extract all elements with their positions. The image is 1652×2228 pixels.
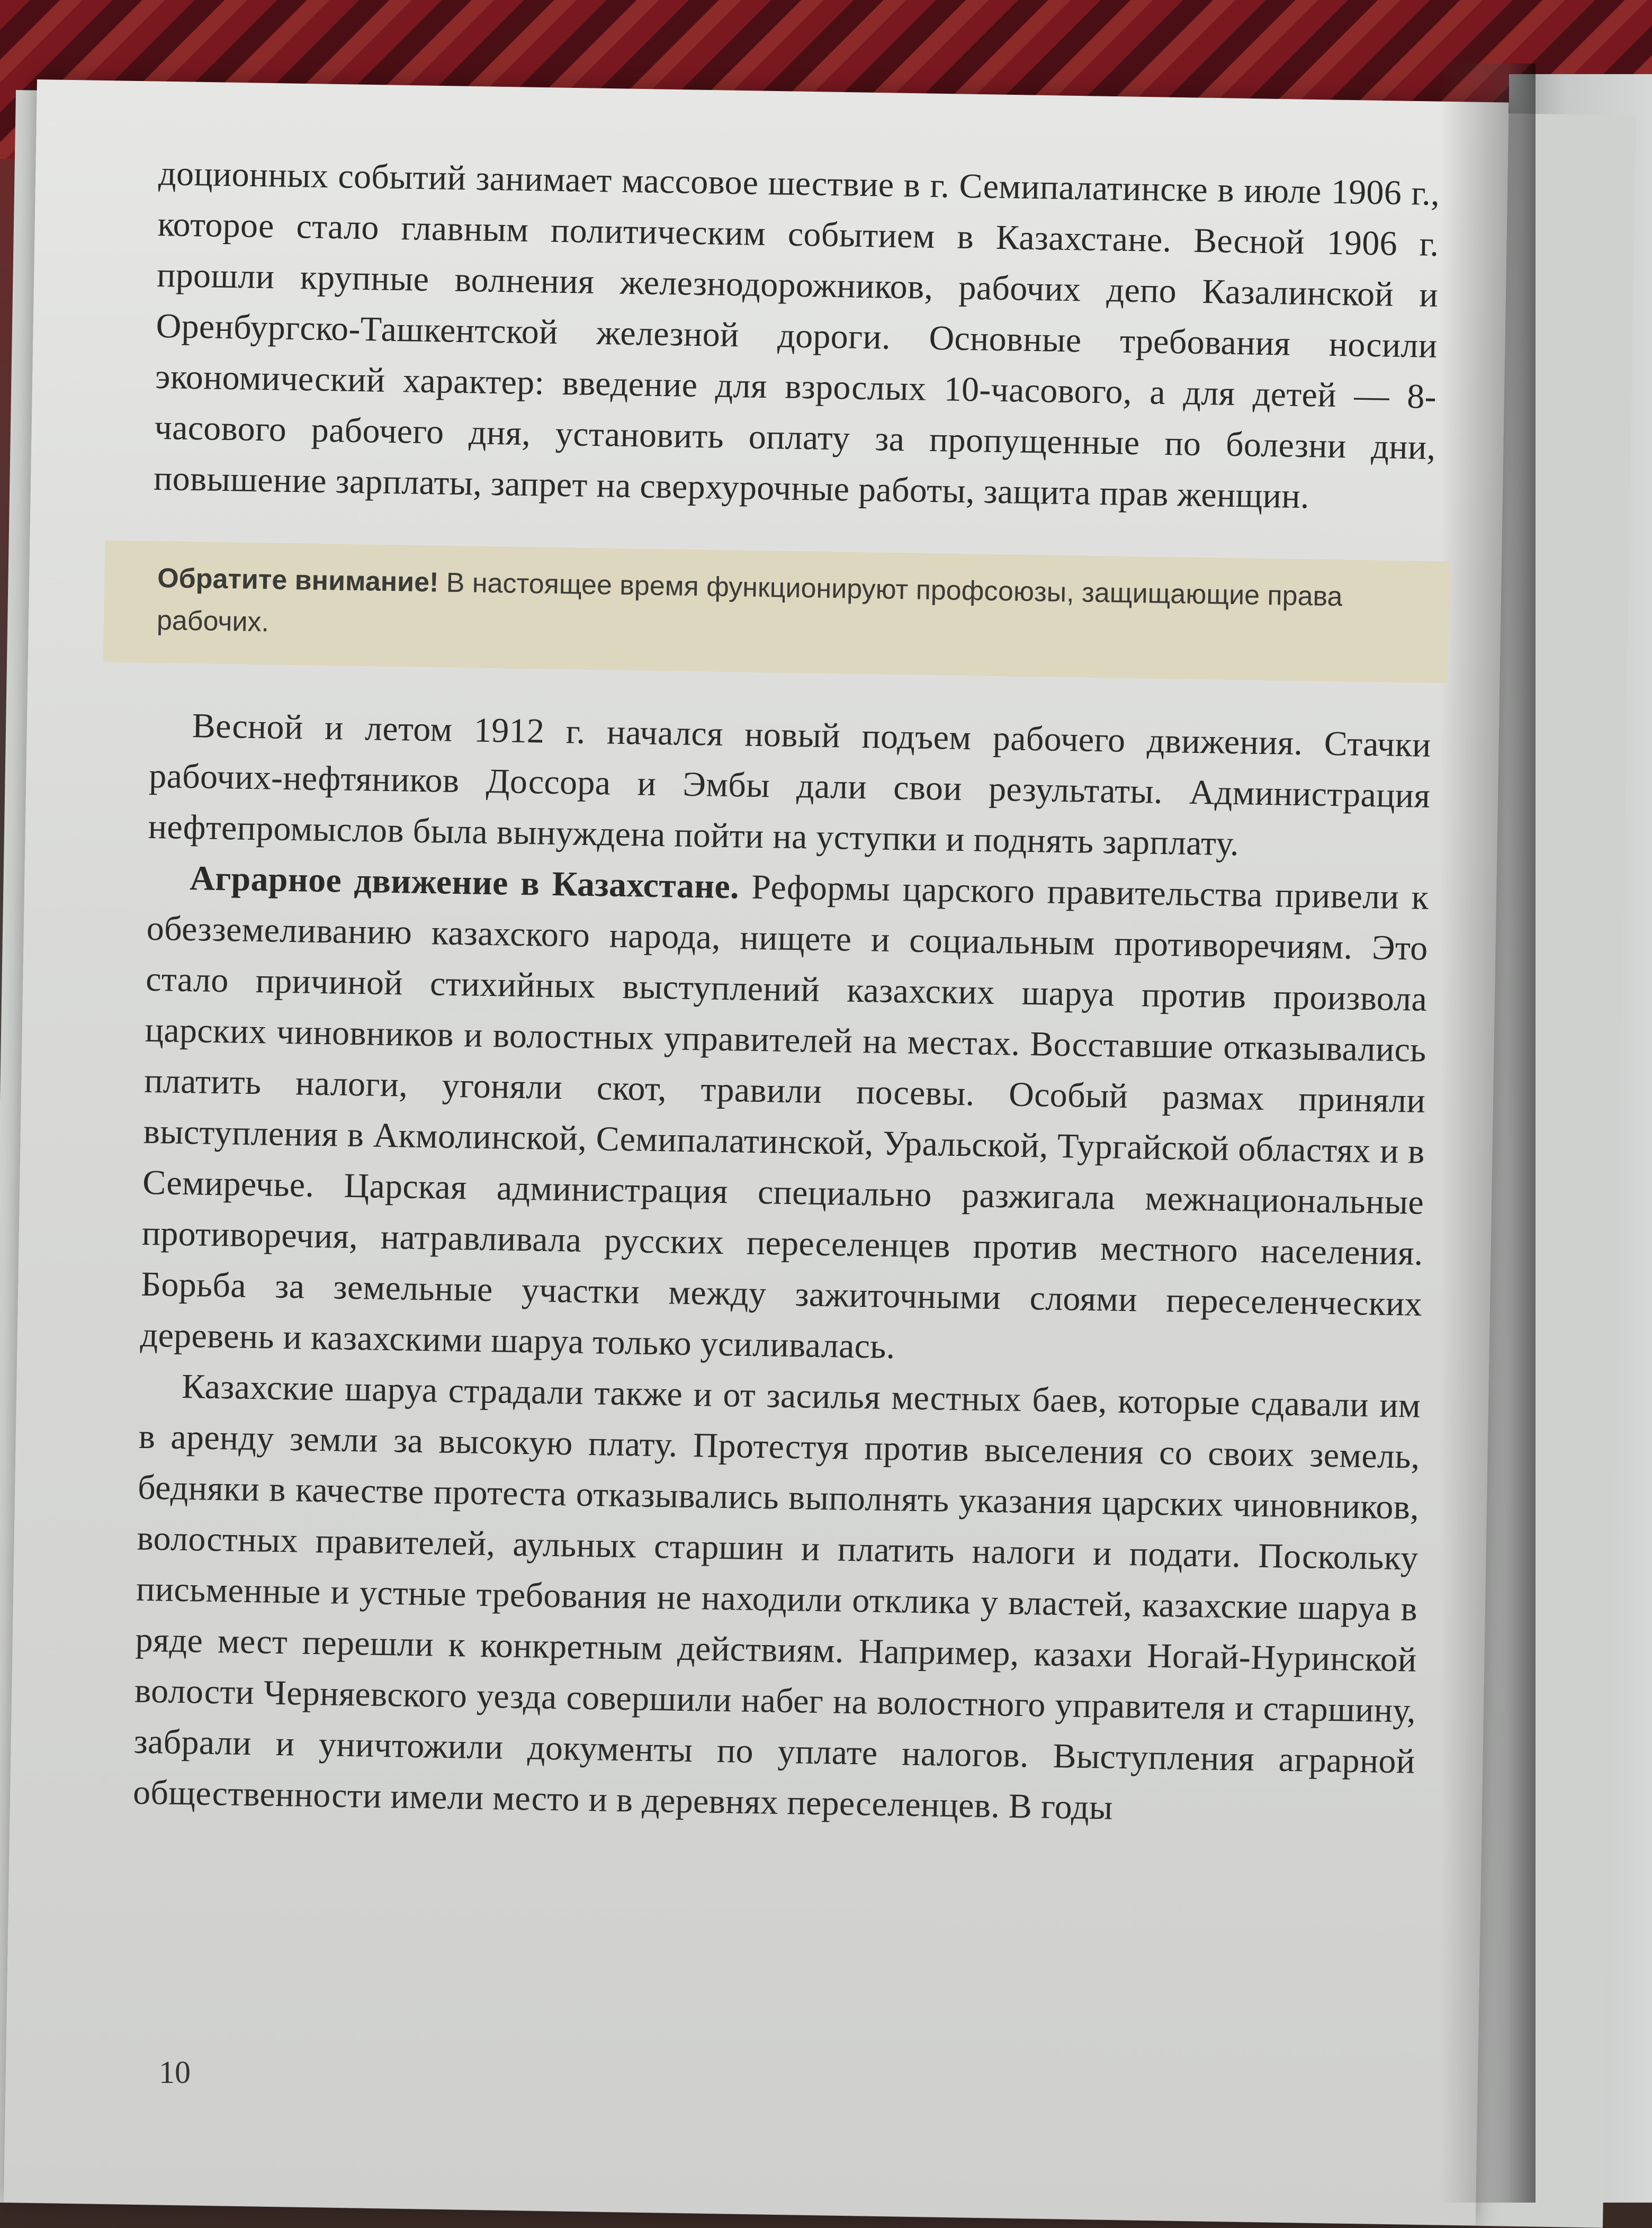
gutter-shadow <box>1440 64 1536 2203</box>
notice-box <box>103 540 1450 683</box>
notice-label: Обратите внимание! <box>157 563 439 598</box>
intro-paragraph: доционных событий занимает массовое шествие в г. Семипалатинске в июле 1906 г., которое стало главным политическим событием в Казахстане. Весной 1906 г. прошли крупные волнения железнодорожников, рабочих депо Казалинской и Оренбургско-Ташкентской железной дороги. Основные требования носили экономический характер: введение для взрослых 10-часового, а для детей — 8-часового рабочего дня, установить оплату за пропущенные по болезни дни, повышение зарплаты, запрет на сверхурочные работы, защита прав женщин. <box>153 154 1440 516</box>
sharua-paragraph: Казахские шаруа страдали также и от засилья местных баев, которые сдавали им в аренду земли за высокую плату. Протестуя против выселения со своих земель, бедняки в качестве протеста отказывались выполнять указания царских чиновников, волостных правителей, аульных старшин и платить налоги и подати. Поскольку письменные и устные требования не находили отклика у властей, казахские шаруа в ряде мест перешли к конкретным действиям. Например, казахи Ногай-Нуринской волости Черняевского уезда совершили набег на волостного управителя и старшину, забрали и уничтожили документы по уплате налогов. Выступления аграрной общественности имели место и в деревнях переселенцев. В годы <box>132 1367 1421 1827</box>
section-heading: Аграрное движение в Казахстане. <box>189 859 740 906</box>
notice-text: В настоящее время функционируют профсоюзы, защищающие права рабочих. <box>156 567 1343 638</box>
agrarian-paragraph <box>140 852 1429 1381</box>
page-text-block <box>132 148 1440 1838</box>
paragraph-1912: Весной и летом 1912 г. начался новый подъем рабочего движения. Стачки рабочих-нефтяников Доссора и Эмбы дали свои результаты. Администрация нефтепромыслов была вынуждена пойти на уступки и поднять зарплату. <box>148 706 1432 864</box>
page-number: 10 <box>159 2055 191 2090</box>
agrarian-text: Реформы царского правительства привели к обезземеливанию казахского народа, нищете и социальным противоречиям. Это стало причиной стихийных выступлений казахских шаруа против произвола царских чиновников и волостных управителей на местах. Восставшие отказывались платить налоги, угоняли скот, травили посевы. Особый размах приняли выступления в Акмолинской, Семипалатинской, Уральской, Тургайской областях и в Семиречье. Царская администрация специально разжигала межнациональные противоречия, натравливала русских переселенцев против местного населения. Борьба за земельные участки между зажиточными слоями переселенческих деревень и казахскими шаруа только усиливалась. <box>140 867 1429 1367</box>
